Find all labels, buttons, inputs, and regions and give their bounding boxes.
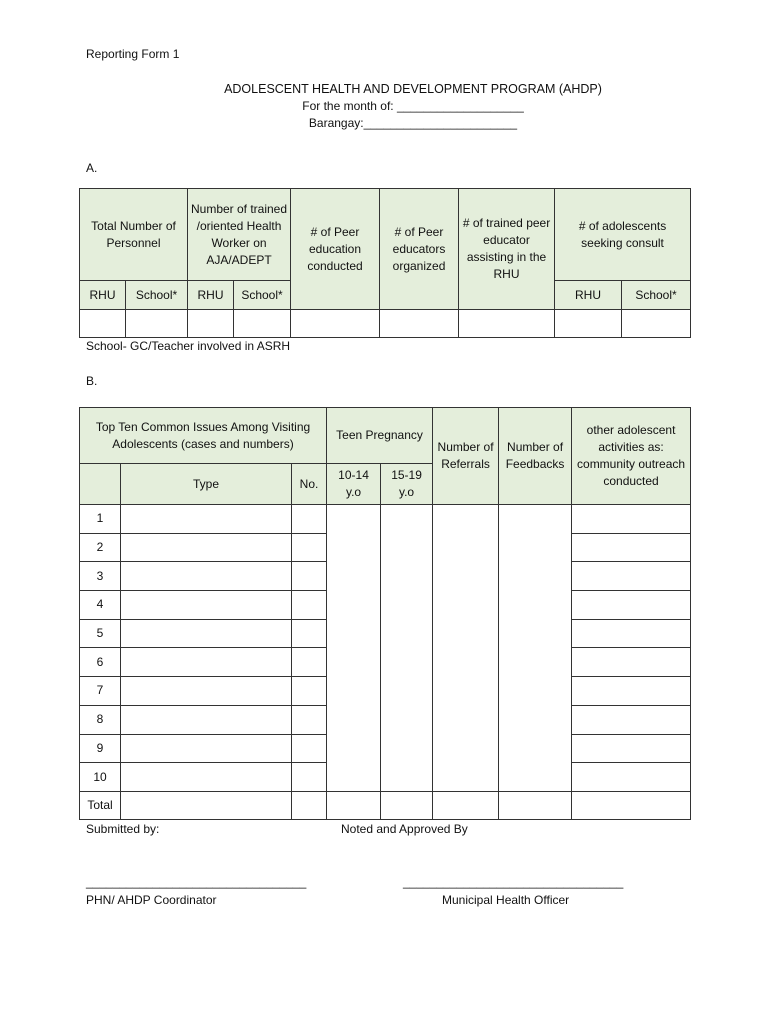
activities-cell[interactable] [572,763,691,792]
activities-cell[interactable] [572,505,691,534]
header-trained-peer: # of trained peer educator assisting in the RHU [459,189,555,310]
signature-line-left[interactable]: _________________________________ [86,875,307,889]
activities-cell[interactable] [572,705,691,734]
input-cell[interactable] [555,310,622,338]
input-cell[interactable] [459,310,555,338]
header-teen-pregnancy: Teen Pregnancy [327,408,433,464]
input-cell[interactable] [622,310,691,338]
count-cell[interactable] [292,562,327,591]
type-cell[interactable] [121,591,292,620]
header-trained-workers: Number of trained /oriented Health Worker on AJA/ADEPT [188,189,291,281]
subheader-age-15-19: 15-19 y.o [381,464,433,505]
input-cell[interactable] [292,791,327,819]
count-cell[interactable] [292,505,327,534]
input-cell[interactable] [499,791,572,819]
age-15-19-cell[interactable] [381,505,433,792]
activities-cell[interactable] [572,677,691,706]
activities-cell[interactable] [572,734,691,763]
school-note: School- GC/Teacher involved in ASRH [86,339,291,353]
coordinator-role: PHN/ AHDP Coordinator [86,893,217,907]
type-cell[interactable] [121,533,292,562]
title-block [0,81,768,132]
activities-cell[interactable] [572,591,691,620]
section-a-label: A. [86,161,98,175]
row-number: 2 [80,533,121,562]
count-cell[interactable] [292,619,327,648]
count-cell[interactable] [292,734,327,763]
subheader-school: School* [622,281,691,310]
header-referrals: Number of Referrals [433,408,499,505]
row-number: 10 [80,763,121,792]
count-cell[interactable] [292,533,327,562]
subheader-rhu: RHU [555,281,622,310]
input-cell[interactable] [121,791,292,819]
type-cell[interactable] [121,734,292,763]
input-cell[interactable] [380,310,459,338]
total-row [80,791,691,819]
table-a [79,188,691,338]
row-number: 6 [80,648,121,677]
count-cell[interactable] [292,648,327,677]
signature-line-right[interactable]: _________________________________ [403,875,624,889]
input-cell[interactable] [126,310,188,338]
table-b [79,407,691,820]
page-title: ADOLESCENT HEALTH AND DEVELOPMENT PROGRAM (AHDP) [224,82,602,96]
header-common-issues: Top Ten Common Issues Among Visiting Adolescents (cases and numbers) [80,408,327,464]
header-other-activities: other adolescent activities as: community outreach conducted [572,408,691,505]
subheader-blank [80,464,121,505]
subheader-age-10-14: 10-14 y.o [327,464,381,505]
row-number: 4 [80,591,121,620]
count-cell[interactable] [292,591,327,620]
total-label: Total [80,791,121,819]
section-b-label: B. [86,374,98,388]
health-officer-role: Municipal Health Officer [442,893,570,907]
noted-approved-label: Noted and Approved By [341,822,468,836]
feedbacks-cell[interactable] [499,505,572,792]
table-row [80,310,691,338]
header-peer-education: # of Peer education conducted [291,189,380,310]
count-cell[interactable] [292,705,327,734]
header-personnel: Total Number of Personnel [80,189,188,281]
barangay-field: Barangay:_______________________ [308,116,518,130]
subheader-rhu: RHU [80,281,126,310]
input-cell[interactable] [572,791,691,819]
submitted-by-label: Submitted by: [86,822,160,836]
row-number: 7 [80,677,121,706]
header-seeking-consult: # of adolescents seeking consult [555,189,691,281]
type-cell[interactable] [121,763,292,792]
subheader-no: No. [292,464,327,505]
type-cell[interactable] [121,677,292,706]
row-number: 8 [80,705,121,734]
subheader-school: School* [126,281,188,310]
subheader-school: School* [234,281,291,310]
referrals-cell[interactable] [433,505,499,792]
activities-cell[interactable] [572,648,691,677]
age-10-14-cell[interactable] [327,505,381,792]
count-cell[interactable] [292,677,327,706]
input-cell[interactable] [291,310,380,338]
input-cell[interactable] [188,310,234,338]
month-field: For the month of: ___________________ [302,99,524,113]
type-cell[interactable] [121,505,292,534]
type-cell[interactable] [121,562,292,591]
input-cell[interactable] [234,310,291,338]
count-cell[interactable] [292,763,327,792]
input-cell[interactable] [381,791,433,819]
form-label: Reporting Form 1 [86,47,180,61]
activities-cell[interactable] [572,619,691,648]
type-cell[interactable] [121,705,292,734]
input-cell[interactable] [80,310,126,338]
input-cell[interactable] [327,791,381,819]
input-cell[interactable] [433,791,499,819]
type-cell[interactable] [121,648,292,677]
header-feedbacks: Number of Feedbacks [499,408,572,505]
row-number: 9 [80,734,121,763]
subheader-rhu: RHU [188,281,234,310]
row-number: 3 [80,562,121,591]
table-row [80,505,691,534]
row-number: 5 [80,619,121,648]
type-cell[interactable] [121,619,292,648]
subheader-type: Type [121,464,292,505]
row-number: 1 [80,505,121,534]
activities-cell[interactable] [572,533,691,562]
activities-cell[interactable] [572,562,691,591]
header-peer-organized: # of Peer educators organized [380,189,459,310]
